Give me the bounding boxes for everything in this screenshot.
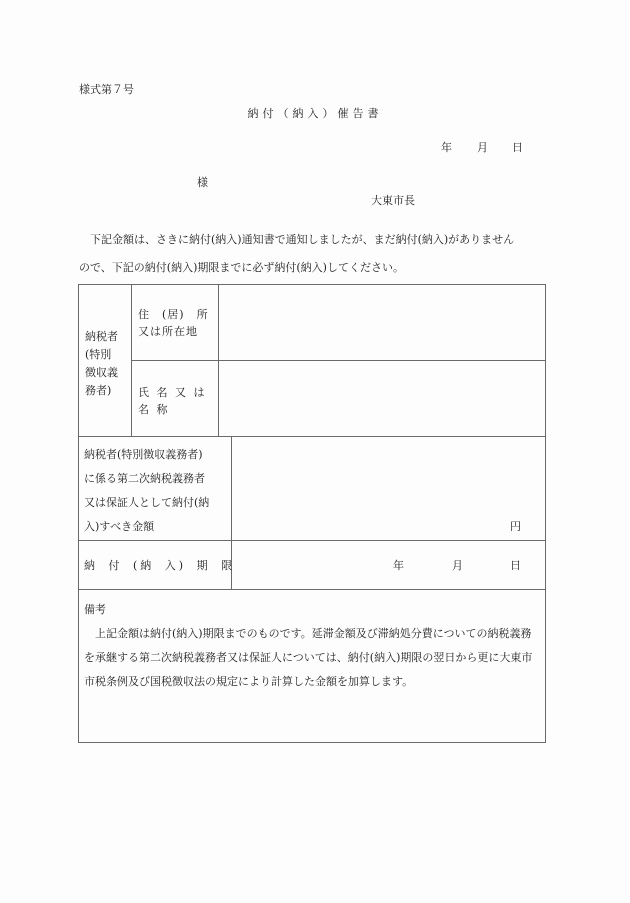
address-label xyxy=(138,306,209,340)
issuer: 大東市長 xyxy=(371,194,415,207)
label-line: 務者) xyxy=(85,384,112,397)
form-number: 様式第７号 xyxy=(79,83,134,96)
label-line: 又は保証人として納付(納 xyxy=(84,496,210,509)
address-field[interactable] xyxy=(220,286,544,359)
name-field[interactable] xyxy=(220,362,544,435)
body-text-line-1: 下記金額は、さきに納付(納入)通知書で通知しましたが、まだ納付(納入)がありません xyxy=(79,233,515,246)
name-label xyxy=(138,384,207,418)
divider xyxy=(131,360,545,361)
amount-field[interactable] xyxy=(233,438,503,538)
label-line: (特別 xyxy=(85,348,112,361)
label-line: に係る第二次納税義務者 xyxy=(84,472,205,485)
addressee-suffix: 様 xyxy=(197,176,208,189)
yen-unit: 円 xyxy=(510,520,521,533)
label-line: 納税者(特別徴収義務者) xyxy=(84,448,203,461)
divider xyxy=(78,436,546,437)
label-line: 又は所在地 xyxy=(138,325,198,338)
issue-date-day: 日 xyxy=(512,141,523,154)
table-border-bottom xyxy=(78,742,546,743)
table-border-top xyxy=(78,284,546,285)
issue-date-year: 年 xyxy=(441,141,452,154)
divider xyxy=(78,589,546,590)
label-line: 納税者 xyxy=(85,330,118,343)
label-line: 名 称 xyxy=(138,403,170,416)
issue-date-month: 月 xyxy=(477,141,488,154)
taxpayer-label xyxy=(85,328,118,400)
amount-label xyxy=(84,443,209,539)
due-date-day: 日 xyxy=(510,559,521,572)
table-border-right xyxy=(545,284,546,743)
divider xyxy=(78,540,546,541)
label-line: 徴収義 xyxy=(85,366,118,379)
body-text-line-2: ので、下記の納付(納入)期限までに必ず納付(納入)してください。 xyxy=(79,261,404,274)
document-title: 納付（納入）催告書 xyxy=(247,107,383,120)
due-date-label: 納 付 (納 入) 期 限 xyxy=(84,559,236,572)
label-line: 住 (居) 所 xyxy=(138,308,209,321)
remarks-text: 上記金額は納付(納入)期限までのものです。延滞金額及び滞納処分費についての納税義務を承継する第二次納税義務者又は保証人については、納付(納入)期限の翌日から更に大東市市税条例及び国税徴収法の規定により計算した金額を加算します。 xyxy=(84,627,533,688)
table-border-left xyxy=(78,284,79,743)
remarks-title: 備考 xyxy=(84,603,106,616)
due-date-month: 月 xyxy=(452,559,463,572)
label-line: 氏 名 又 は xyxy=(138,386,207,399)
label-line: 入)すべき金額 xyxy=(84,520,155,533)
due-date-year: 年 xyxy=(393,559,404,572)
